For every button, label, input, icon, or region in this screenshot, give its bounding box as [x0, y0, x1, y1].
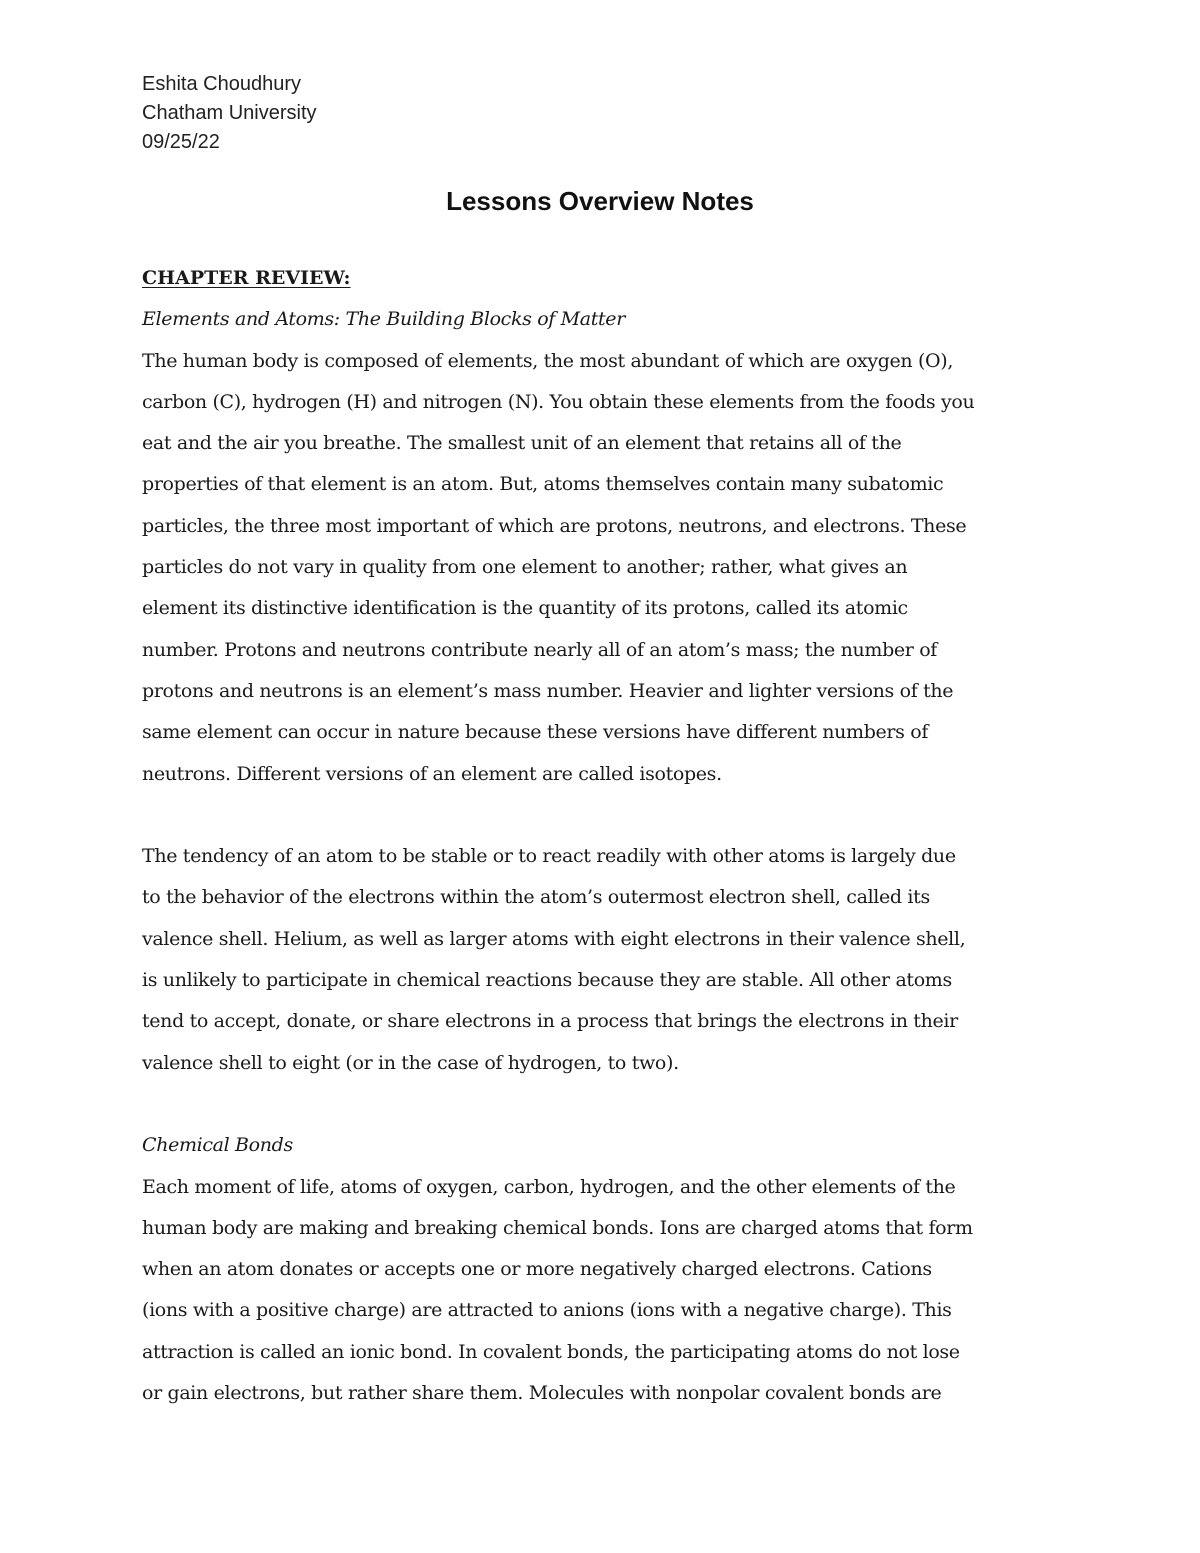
paragraph-spacer: [142, 795, 1064, 836]
text-line: is unlikely to participate in chemical reactions because they are stable. All other atoms: [142, 969, 952, 992]
text-line: valence shell to eight (or in the case of hydrogen, to two).: [142, 1051, 679, 1074]
text-line: particles, the three most important of which are protons, neutrons, and electrons. These: [142, 514, 967, 537]
text-line: Each moment of life, atoms of oxygen, carbon, hydrogen, and the other elements of the: [142, 1175, 956, 1198]
text-line: neutrons. Different versions of an element are called isotopes.: [142, 762, 722, 785]
document-title: Lessons Overview Notes: [446, 186, 754, 216]
institution-name: Chatham University: [142, 102, 317, 124]
text-line: when an atom donates or accepts one or more negatively charged electrons. Cations: [142, 1258, 932, 1281]
text-line: The tendency of an atom to be stable or to react readily with other atoms is largely due: [142, 845, 956, 868]
text-line: (ions with a positive charge) are attracted to anions (ions with a negative charge). This: [142, 1299, 952, 1322]
document-header: [142, 70, 317, 157]
text-line: number. Protons and neutrons contribute nearly all of an atom’s mass; the number of: [142, 638, 937, 661]
document-body: [142, 258, 1064, 1414]
paragraph: [142, 341, 1064, 795]
section-heading: Elements and Atoms: The Building Blocks of Matter: [142, 308, 625, 331]
text-line: to the behavior of the electrons within the atom’s outermost electron shell, called its: [142, 886, 930, 909]
text-line: or gain electrons, but rather share them. Molecules with nonpolar covalent bonds are: [142, 1382, 942, 1405]
text-line: valence shell. Helium, as well as larger atoms with eight electrons in their valence shell,: [142, 927, 966, 950]
text-line: same element can occur in nature because these versions have different numbers of: [142, 721, 929, 744]
paragraph: [142, 836, 1064, 1084]
paragraph: [142, 1167, 1064, 1415]
chapter-heading: CHAPTER REVIEW:: [142, 267, 351, 289]
text-line: attraction is called an ionic bond. In covalent bonds, the participating atoms do not lose: [142, 1340, 960, 1363]
text-line: eat and the air you breathe. The smallest unit of an element that retains all of the: [142, 432, 902, 455]
text-line: protons and neutrons is an element’s mass number. Heavier and lighter versions of the: [142, 679, 954, 702]
section-heading: Chemical Bonds: [142, 1134, 293, 1157]
text-line: human body are making and breaking chemical bonds. Ions are charged atoms that form: [142, 1216, 973, 1239]
paragraph-spacer: [142, 1084, 1064, 1125]
text-line: The human body is composed of elements, the most abundant of which are oxygen (O),: [142, 349, 954, 372]
text-line: tend to accept, donate, or share electrons in a process that brings the electrons in their: [142, 1010, 958, 1033]
text-line: particles do not vary in quality from one element to another; rather, what gives an: [142, 556, 908, 579]
document-date: 09/25/22: [142, 131, 220, 153]
text-line: element its distinctive identification is the quantity of its protons, called its atomic: [142, 597, 908, 620]
text-line: properties of that element is an atom. But, atoms themselves contain many subatomic: [142, 473, 944, 496]
author-name: Eshita Choudhury: [142, 73, 301, 95]
text-line: carbon (C), hydrogen (H) and nitrogen (N). You obtain these elements from the foods you: [142, 390, 975, 413]
